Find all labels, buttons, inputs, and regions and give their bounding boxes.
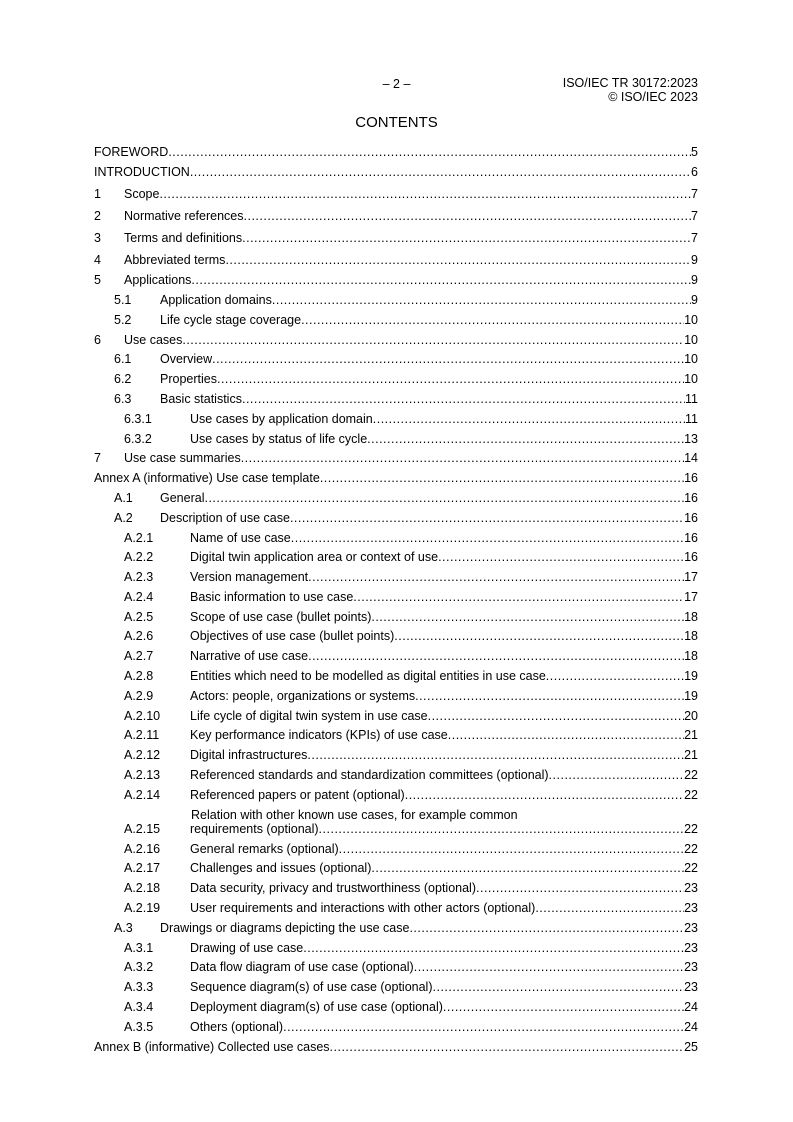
toc-entry-title: Version management bbox=[190, 570, 309, 585]
toc-entry[interactable] bbox=[94, 370, 698, 390]
toc-entry[interactable] bbox=[94, 205, 698, 227]
toc-entry[interactable] bbox=[94, 163, 698, 183]
toc-entry-number: A.1 bbox=[114, 490, 133, 505]
toc-entry[interactable] bbox=[94, 249, 698, 271]
toc-leader-dots bbox=[182, 333, 684, 347]
toc-entry[interactable] bbox=[94, 1038, 698, 1058]
toc-entry-title: General bbox=[160, 490, 205, 505]
toc-entry-title: Narrative of use case bbox=[190, 649, 309, 664]
toc-entry-page: 22 bbox=[684, 768, 698, 783]
toc-entry-page: 21 bbox=[684, 728, 698, 743]
toc-entry-number: A.2.11 bbox=[124, 728, 160, 743]
toc-entry[interactable] bbox=[94, 450, 698, 470]
toc-entry-number: 3 bbox=[94, 231, 101, 246]
toc-entry-page: 10 bbox=[684, 332, 698, 347]
toc-entry-page: 16 bbox=[684, 530, 698, 545]
document-id: ISO/IEC TR 30172:2023 bbox=[562, 76, 698, 90]
toc-entry-title: Basic information to use case bbox=[190, 589, 354, 604]
toc-entry-page: 5 bbox=[691, 144, 698, 159]
toc-leader-dots bbox=[448, 728, 684, 742]
toc-entry-title: Terms and definitions bbox=[124, 231, 243, 246]
toc-leader-dots bbox=[242, 231, 691, 245]
toc-entry-title: Abbreviated terms bbox=[124, 253, 226, 268]
toc-entry-number: A.2.18 bbox=[124, 881, 161, 896]
toc-leader-dots bbox=[549, 768, 685, 782]
toc-entry-number: A.3.1 bbox=[124, 940, 154, 955]
toc-entry-title: Data security, privacy and trustworthiness (optional) bbox=[190, 881, 476, 896]
toc-entry-page: 7 bbox=[691, 231, 698, 246]
toc-entry-number: A.2.16 bbox=[124, 841, 161, 856]
toc-leader-dots bbox=[371, 610, 684, 624]
toc-entry-title: Annex B (informative) Collected use cases bbox=[94, 1039, 330, 1054]
toc-entry-number: 5 bbox=[94, 273, 101, 288]
toc-leader-dots bbox=[308, 649, 684, 663]
toc-entry[interactable] bbox=[94, 978, 698, 998]
contents-title: CONTENTS bbox=[355, 114, 438, 131]
toc-entry-page: 21 bbox=[684, 748, 698, 763]
toc-leader-dots bbox=[204, 491, 684, 505]
toc-entry-title: Deployment diagram(s) of use case (optional) bbox=[190, 1000, 443, 1015]
toc-entry[interactable] bbox=[94, 549, 698, 569]
toc-entry-title-line1: Relation with other known use cases, for example common bbox=[191, 807, 518, 822]
toc-entry-page: 14 bbox=[684, 451, 698, 466]
document-header bbox=[563, 77, 698, 104]
toc-entry-title: Entities which need to be modelled as digital entities in use case bbox=[190, 669, 546, 684]
toc-entry-page: 6 bbox=[691, 164, 698, 179]
toc-entry-title: Basic statistics bbox=[160, 391, 242, 406]
toc-leader-dots bbox=[244, 209, 692, 223]
toc-leader-dots bbox=[394, 629, 684, 643]
toc-entry-page: 10 bbox=[684, 352, 698, 367]
toc-entry-number: 4 bbox=[94, 253, 101, 268]
table-of-contents bbox=[94, 143, 698, 1058]
toc-entry[interactable] bbox=[94, 919, 698, 939]
toc-leader-dots bbox=[546, 669, 684, 683]
toc-entry-number: A.2.19 bbox=[124, 901, 161, 916]
toc-entry-title: Use cases by application domain bbox=[190, 411, 373, 426]
toc-entry[interactable] bbox=[94, 568, 698, 588]
toc-entry-title: Others (optional) bbox=[190, 1019, 284, 1034]
toc-entry-page: 16 bbox=[684, 510, 698, 525]
toc-leader-dots bbox=[212, 352, 684, 366]
toc-entry[interactable] bbox=[94, 351, 698, 371]
toc-entry-number: 2 bbox=[94, 208, 101, 223]
toc-entry[interactable] bbox=[94, 628, 698, 648]
toc-entry-number: A.2.5 bbox=[124, 609, 154, 624]
toc-entry-title: Drawings or diagrams depicting the use case bbox=[160, 920, 410, 935]
toc-entry-page: 10 bbox=[684, 372, 698, 387]
toc-entry-page: 13 bbox=[684, 431, 698, 446]
toc-entry-page: 18 bbox=[684, 629, 698, 644]
toc-entry-number: 1 bbox=[94, 186, 101, 201]
toc-entry[interactable] bbox=[94, 899, 698, 919]
toc-entry-page: 23 bbox=[684, 901, 698, 916]
toc-leader-dots bbox=[241, 451, 684, 465]
toc-entry-page: 19 bbox=[684, 688, 698, 703]
toc-entry-title: Sequence diagram(s) of use case (optional) bbox=[190, 980, 433, 995]
toc-entry-number: A.3.2 bbox=[124, 960, 154, 975]
copyright-notice: © ISO/IEC 2023 bbox=[608, 89, 698, 104]
toc-entry-title: Referenced papers or patent (optional) bbox=[190, 787, 405, 802]
toc-entry-page: 23 bbox=[684, 940, 698, 955]
toc-entry[interactable] bbox=[94, 291, 698, 311]
toc-entry-number: 6.3.2 bbox=[124, 431, 152, 446]
toc-entry-page: 22 bbox=[684, 861, 698, 876]
toc-entry-page: 16 bbox=[684, 471, 698, 486]
toc-entry-page: 19 bbox=[684, 669, 698, 684]
toc-entry[interactable] bbox=[94, 390, 698, 410]
toc-entry-page: 16 bbox=[684, 490, 698, 505]
toc-leader-dots bbox=[476, 881, 684, 895]
toc-entry-number: A.2.8 bbox=[124, 669, 154, 684]
toc-entry[interactable] bbox=[94, 529, 698, 549]
toc-entry-number: A.2.6 bbox=[124, 629, 154, 644]
toc-leader-dots bbox=[272, 293, 691, 307]
toc-leader-dots bbox=[308, 570, 684, 584]
toc-entry-title: INTRODUCTION bbox=[94, 164, 190, 179]
toc-entry[interactable] bbox=[94, 469, 698, 489]
toc-entry-number: A.3.3 bbox=[124, 980, 154, 995]
toc-entry-title: Life cycle of digital twin system in use case bbox=[190, 708, 428, 723]
toc-entry-number: 6.2 bbox=[114, 372, 132, 387]
toc-leader-dots bbox=[330, 1040, 685, 1054]
toc-leader-dots bbox=[443, 1000, 684, 1014]
toc-leader-dots bbox=[428, 709, 684, 723]
toc-entry-title: Scope of use case (bullet points) bbox=[190, 609, 372, 624]
toc-entry-page: 23 bbox=[684, 960, 698, 975]
toc-leader-dots bbox=[433, 980, 685, 994]
toc-entry-title: Data flow diagram of use case (optional) bbox=[190, 960, 414, 975]
toc-entry-page: 23 bbox=[684, 881, 698, 896]
toc-entry-number: A.2.15 bbox=[124, 821, 161, 836]
toc-entry-number: A.2.7 bbox=[124, 649, 154, 664]
toc-entry-number: A.2.13 bbox=[124, 768, 161, 783]
toc-entry[interactable] bbox=[94, 509, 698, 529]
toc-leader-dots bbox=[371, 861, 684, 875]
toc-entry-page: 24 bbox=[684, 1000, 698, 1015]
toc-entry-number: A.3.4 bbox=[124, 1000, 154, 1015]
toc-entry-number: A.2.1 bbox=[124, 530, 154, 545]
toc-leader-dots bbox=[283, 1020, 684, 1034]
toc-entry-title: Actors: people, organizations or systems bbox=[190, 688, 416, 703]
toc-leader-dots bbox=[415, 689, 684, 703]
toc-entry-title: General remarks (optional) bbox=[190, 841, 339, 856]
toc-entry-title: Overview bbox=[160, 352, 213, 367]
toc-entry-title: Digital twin application area or context of use bbox=[190, 550, 439, 565]
toc-entry-title: FOREWORD bbox=[94, 144, 169, 159]
toc-leader-dots bbox=[339, 842, 684, 856]
toc-leader-dots bbox=[320, 471, 684, 485]
toc-entry-number: A.2.14 bbox=[124, 787, 161, 802]
toc-entry-page: 17 bbox=[684, 570, 698, 585]
toc-entry-page: 16 bbox=[684, 550, 698, 565]
toc-leader-dots bbox=[353, 590, 684, 604]
toc-entry[interactable] bbox=[94, 998, 698, 1018]
toc-entry-page: 25 bbox=[684, 1039, 698, 1054]
toc-entry-number: A.2.2 bbox=[124, 550, 154, 565]
toc-leader-dots bbox=[319, 822, 685, 836]
toc-entry-page: 7 bbox=[691, 208, 698, 223]
toc-entry[interactable] bbox=[94, 647, 698, 667]
toc-entry-number: A.2.17 bbox=[124, 861, 161, 876]
toc-entry-number: 5.2 bbox=[114, 312, 132, 327]
toc-entry-title: Key performance indicators (KPIs) of use case bbox=[190, 728, 448, 743]
toc-entry-number: 5.1 bbox=[114, 292, 132, 307]
toc-entry-page: 9 bbox=[691, 292, 698, 307]
toc-entry-number: 6.3 bbox=[114, 391, 132, 406]
toc-entry-number: A.2.12 bbox=[124, 748, 161, 763]
toc-entry-page: 22 bbox=[684, 821, 698, 836]
toc-entry-title: Digital infrastructures bbox=[190, 748, 308, 763]
toc-leader-dots bbox=[405, 788, 684, 802]
toc-entry-page: 9 bbox=[691, 253, 698, 268]
toc-entry-title: Properties bbox=[160, 372, 217, 387]
toc-leader-dots bbox=[307, 748, 684, 762]
toc-entry-page: 18 bbox=[684, 649, 698, 664]
toc-entry[interactable] bbox=[94, 183, 698, 205]
toc-entry-title: Description of use case bbox=[160, 510, 290, 525]
toc-leader-dots bbox=[242, 392, 685, 406]
toc-entry[interactable] bbox=[94, 840, 698, 860]
toc-entry-number: 6 bbox=[94, 332, 101, 347]
toc-entry-number: A.2.4 bbox=[124, 589, 154, 604]
toc-leader-dots bbox=[414, 960, 684, 974]
toc-entry[interactable] bbox=[94, 1018, 698, 1038]
toc-entry-number: A.2.9 bbox=[124, 688, 154, 703]
toc-entry[interactable] bbox=[94, 939, 698, 959]
toc-entry-title: Name of use case bbox=[190, 530, 291, 545]
toc-entry-title: Use case summaries bbox=[124, 451, 241, 466]
toc-leader-dots bbox=[291, 531, 684, 545]
toc-entry[interactable] bbox=[94, 687, 698, 707]
toc-entry[interactable] bbox=[94, 746, 698, 766]
toc-entry[interactable] bbox=[94, 806, 698, 840]
toc-entry[interactable] bbox=[94, 489, 698, 509]
toc-entry[interactable] bbox=[94, 879, 698, 899]
toc-entry-number: A.2.10 bbox=[124, 708, 161, 723]
toc-entry[interactable] bbox=[94, 786, 698, 806]
toc-entry[interactable] bbox=[94, 959, 698, 979]
toc-entry[interactable] bbox=[94, 860, 698, 880]
toc-entry-title: User requirements and interactions with other actors (optional) bbox=[190, 901, 536, 916]
toc-leader-dots bbox=[373, 412, 685, 426]
toc-entry-page: 10 bbox=[684, 312, 698, 327]
toc-entry[interactable] bbox=[94, 588, 698, 608]
toc-entry-title: Normative references bbox=[124, 208, 244, 223]
toc-entry-title: Drawing of use case bbox=[190, 940, 304, 955]
toc-entry[interactable] bbox=[94, 608, 698, 628]
toc-entry-number: A.3.5 bbox=[124, 1019, 154, 1034]
toc-entry-title: Objectives of use case (bullet points) bbox=[190, 629, 395, 644]
toc-entry-page: 24 bbox=[684, 1019, 698, 1034]
toc-entry-title: Application domains bbox=[160, 292, 272, 307]
toc-entry-page: 20 bbox=[684, 708, 698, 723]
toc-entry-title: Scope bbox=[124, 186, 160, 201]
toc-entry-page: 22 bbox=[684, 841, 698, 856]
toc-leader-dots bbox=[535, 901, 684, 915]
toc-leader-dots bbox=[290, 511, 684, 525]
toc-entry-page: 9 bbox=[691, 273, 698, 288]
toc-entry-title: Referenced standards and standardization committees (optional) bbox=[190, 768, 549, 783]
toc-entry-number: A.2 bbox=[114, 510, 133, 525]
toc-entry[interactable] bbox=[94, 311, 698, 331]
toc-entry-title: Use cases bbox=[124, 332, 183, 347]
toc-entry[interactable] bbox=[94, 271, 698, 291]
toc-entry[interactable] bbox=[94, 331, 698, 351]
toc-entry-title: Applications bbox=[124, 273, 192, 288]
toc-entry-page: 7 bbox=[691, 186, 698, 201]
toc-leader-dots bbox=[409, 921, 684, 935]
toc-entry[interactable] bbox=[94, 766, 698, 786]
toc-leader-dots bbox=[159, 187, 691, 201]
toc-entry-number: A.3 bbox=[114, 920, 133, 935]
toc-leader-dots bbox=[217, 372, 684, 386]
toc-leader-dots bbox=[168, 145, 691, 159]
toc-entry-number: 6.1 bbox=[114, 352, 132, 367]
toc-entry[interactable] bbox=[94, 430, 698, 450]
toc-entry-title: Life cycle stage coverage bbox=[160, 312, 302, 327]
toc-entry[interactable] bbox=[94, 667, 698, 687]
toc-entry-number: 7 bbox=[94, 451, 101, 466]
toc-entry-page: 18 bbox=[684, 609, 698, 624]
toc-leader-dots bbox=[303, 941, 684, 955]
toc-entry[interactable] bbox=[94, 707, 698, 727]
toc-entry-page: 17 bbox=[684, 589, 698, 604]
page-number: – 2 – bbox=[382, 77, 411, 91]
toc-entry-number: A.2.3 bbox=[124, 570, 154, 585]
toc-entry-page: 11 bbox=[685, 411, 698, 426]
toc-entry-title: Annex A (informative) Use case template bbox=[94, 471, 320, 486]
toc-entry-page: 22 bbox=[684, 787, 698, 802]
toc-leader-dots bbox=[438, 550, 684, 564]
toc-entry-page: 23 bbox=[684, 980, 698, 995]
toc-leader-dots bbox=[191, 273, 691, 287]
toc-entry[interactable] bbox=[94, 410, 698, 430]
toc-entry-number: 6.3.1 bbox=[124, 411, 152, 426]
toc-entry[interactable] bbox=[94, 227, 698, 249]
toc-leader-dots bbox=[301, 313, 684, 327]
toc-entry-title: Use cases by status of life cycle bbox=[190, 431, 368, 446]
toc-leader-dots bbox=[190, 165, 691, 179]
toc-leader-dots bbox=[225, 253, 691, 267]
toc-entry[interactable] bbox=[94, 143, 698, 163]
toc-entry-title: Challenges and issues (optional) bbox=[190, 861, 372, 876]
toc-entry-page: 23 bbox=[684, 920, 698, 935]
toc-leader-dots bbox=[367, 432, 684, 446]
toc-entry[interactable] bbox=[94, 727, 698, 747]
toc-entry-title: requirements (optional) bbox=[190, 821, 319, 836]
toc-entry-page: 11 bbox=[685, 391, 698, 406]
